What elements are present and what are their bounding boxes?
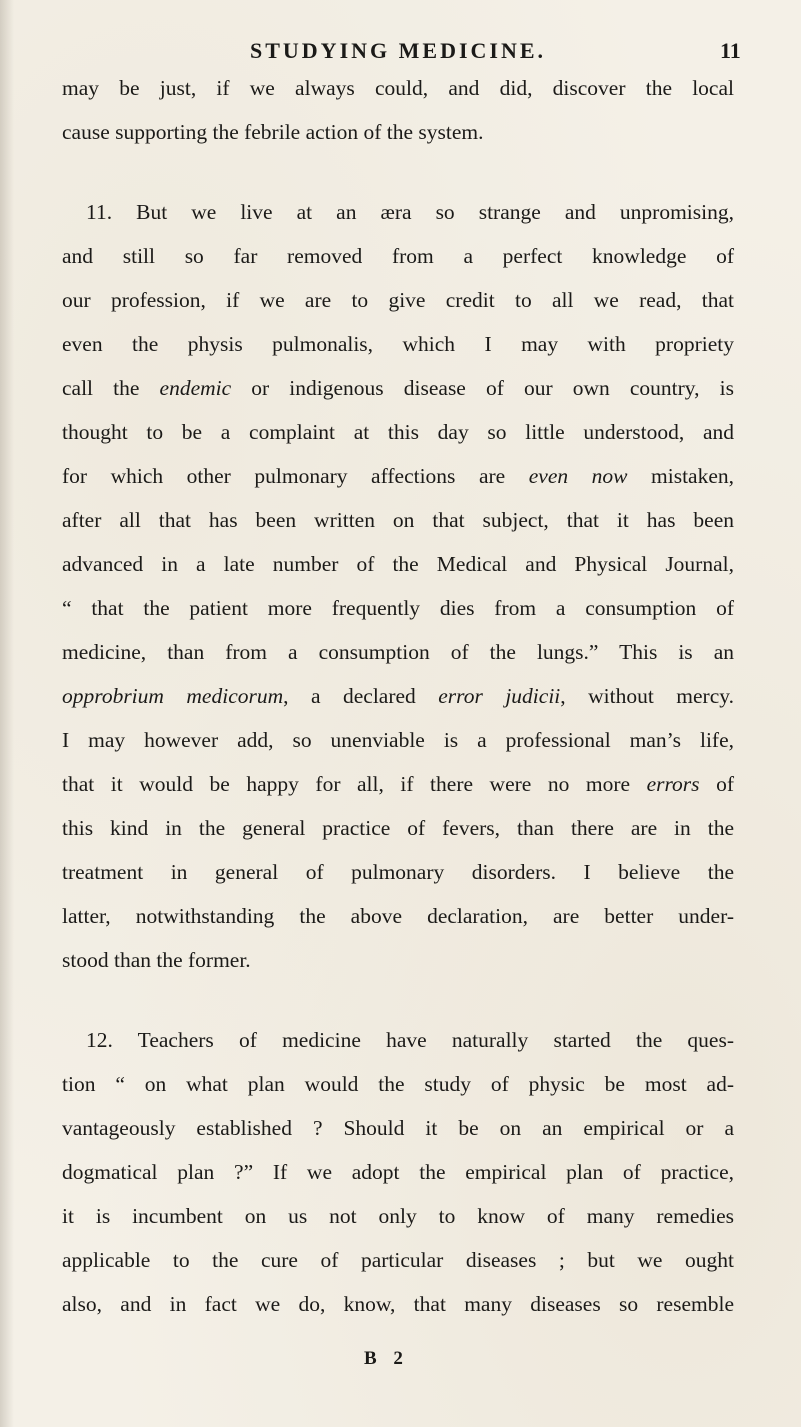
text-line: “ that the patient more frequently dies from a consumption of <box>62 596 734 620</box>
text-line: this kind in the general practice of fevers, than there are in the <box>62 816 734 840</box>
text-line: after all that has been written on that subject, that it has been <box>62 508 734 532</box>
text-line: vantageously established ? Should it be on an empirical or a <box>62 1116 734 1140</box>
page-number: 11 <box>720 38 741 63</box>
text-line: I may however add, so unenviable is a professional man’s life, <box>62 728 734 752</box>
text-line: treatment in general of pulmonary disorders. I believe the <box>62 860 734 884</box>
text-line: tion “ on what plan would the study of physic be most ad- <box>62 1072 734 1096</box>
text-line: medicine, than from a consumption of the lungs.” This is an <box>62 640 734 664</box>
running-title: STUDYING MEDICINE. <box>250 38 547 63</box>
text-line: cause supporting the febrile action of the system. <box>62 120 484 144</box>
text-line: 12. Teachers of medicine have naturally started the ques- <box>86 1028 734 1052</box>
text-line: advanced in a late number of the Medical and Physical Journal, <box>62 552 734 576</box>
text-line: for which other pulmonary affections are even now mistaken, <box>62 464 735 488</box>
paragraph-gap <box>62 982 734 1018</box>
text-line: call the endemic or indigenous disease of our own country, is <box>62 376 734 400</box>
page-gutter-shadow <box>0 0 14 1427</box>
text-line: opprobrium medicorum, a declared error judicii, without mercy. <box>62 684 734 708</box>
text-line: thought to be a complaint at this day so little understood, and <box>62 420 734 444</box>
text-line: latter, notwithstanding the above declaration, are better under- <box>62 904 734 928</box>
text-line: it is incumbent on us not only to know of many remedies <box>62 1204 734 1228</box>
text-line: stood than the former. <box>62 948 251 972</box>
text-line: that it would be happy for all, if there were no more errors of <box>62 772 734 796</box>
text-line: our profession, if we are to give credit to all we read, that <box>62 288 734 312</box>
text-line: applicable to the cure of particular diseases ; but we ought <box>62 1248 734 1272</box>
text-line: even the physis pulmonalis, which I may with propriety <box>62 332 734 356</box>
text-line: dogmatical plan ?” If we adopt the empirical plan of practice, <box>62 1160 734 1184</box>
signature-mark: B 2 <box>364 1348 409 1369</box>
text-line: 11. But we live at an æra so strange and unpromising, <box>86 200 734 224</box>
page-body <box>62 66 734 1326</box>
text-line: also, and in fact we do, know, that many diseases so resemble <box>62 1292 734 1316</box>
paragraph-gap <box>62 154 734 190</box>
text-line: may be just, if we always could, and did, discover the local <box>62 76 734 100</box>
text-line: and still so far removed from a perfect knowledge of <box>62 244 734 268</box>
